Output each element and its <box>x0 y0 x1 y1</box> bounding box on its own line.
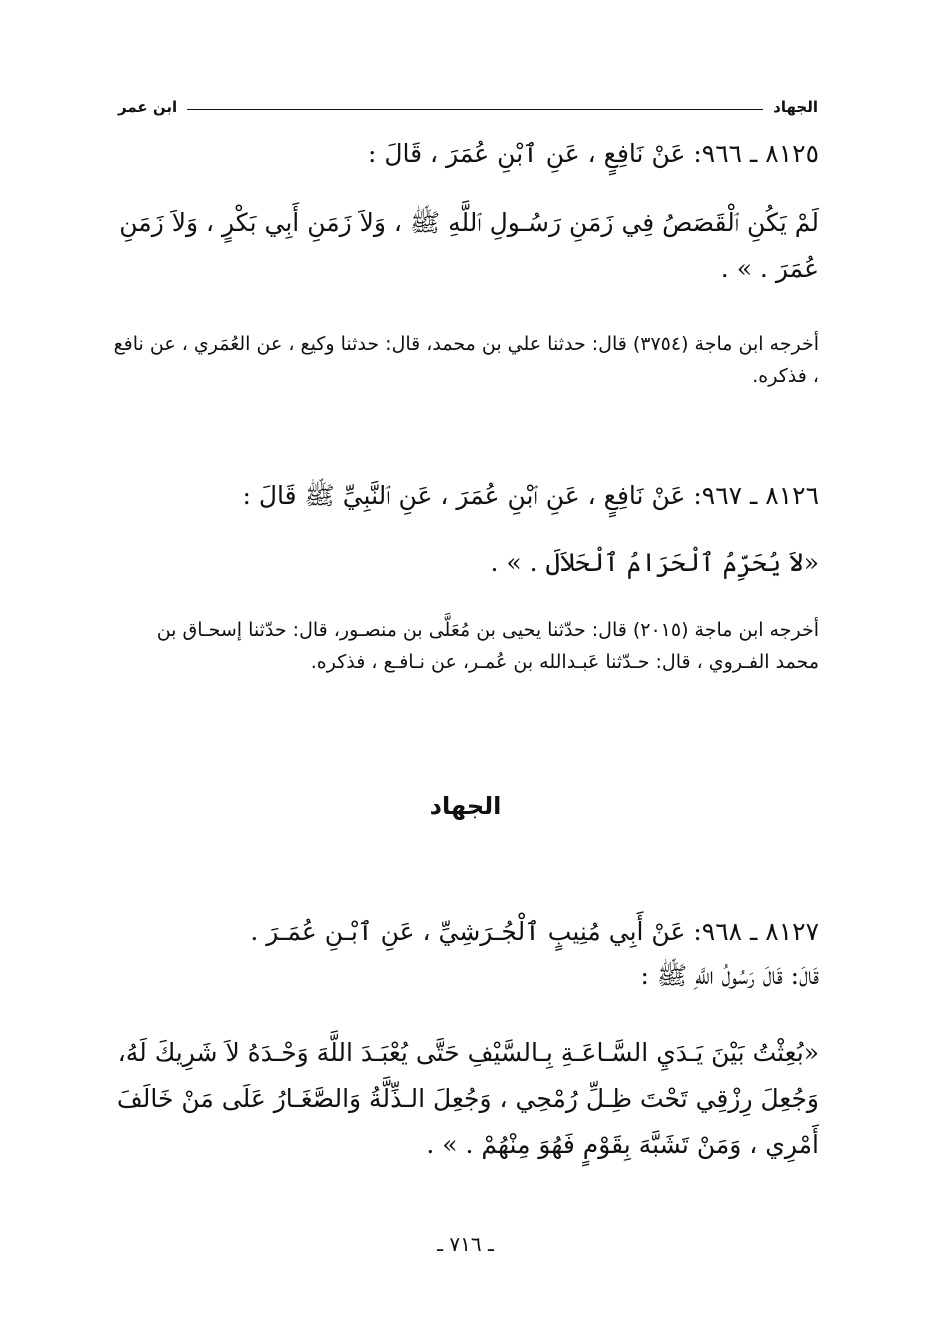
hadith-8127-text: «بُعِثْتُ بَيْنَ يَـدَيِ السَّـاعَـةِ بِـالسَّيْفِ حَتَّى يُعْبَـدَ اللَّهَ وَحْـدَهُ لاَ شَرِيكَ لَهُ، وَجُعِلَ رِزْقِي تَحْتَ ظِـلِّ رُمْحِي ، وَجُعِلَ الـذِّلَّةُ وَالصَّغَـارُ عَلَى مَنْ خَالَفَ أَمْرِي ، وَمَنْ تَشَبَّهَ بِقَوْمٍ فَهُوَ مِنْهُمْ . » . <box>116 1038 819 1159</box>
hadith-8125-text: لَمْ يَكُنِ ٱلْقَصَصُ فِي زَمَنِ رَسُـولِ ٱللَّهِ ﷺ ، وَلاَ زَمَنِ أَبِي بَكْرٍ ، وَلاَ زَمَنِ عُمَرَ . » . <box>119 208 819 283</box>
hadith-8126-takhrij: أخرجه ابن ماجة (٢٠١٥) قال: حدّثنا يحيى بن مُعَلَّى بن منصـور، قال: حدّثنا إسحـاق بن محمد الفـروي ، قال: حـدّثنا عَبـدالله بن عُمـر، عن نـافـع ، فذكره. <box>156 619 819 673</box>
page-number: ـ ٧١٦ ـ <box>437 1232 494 1256</box>
section-title: الجهاد <box>429 792 502 820</box>
hadith-8126-heading: ٨١٢٦ ـ ٩٦٧: عَنْ نَافِعٍ ، عَنِ ٱبْنِ عُمَرَ ، عَنِ ٱلنَّبِيِّ ﷺ قَالَ : <box>242 481 819 510</box>
running-head <box>118 96 818 118</box>
hadith-8125-heading: ٨١٢٥ ـ ٩٦٦: عَنْ نَافِعٍ ، عَنِ ٱبْنِ عُمَرَ ، قَالَ : <box>368 139 819 168</box>
hadith-8127-heading-line1: ٨١٢٧ ـ ٩٦٨: عَنْ أَبِي مُنِيبٍ ٱلْجُـرَشِيِّ ، عَنِ ٱبْـنِ عُمَـرَ . <box>250 917 819 946</box>
hadith-8125-takhrij: أخرجه ابن ماجة (٣٧٥٤) قال: حدثنا علي بن محمد، قال: حدثنا وكيع ، عن العُمَري ، عن نافع ، فذكره. <box>113 333 819 387</box>
hadith-8126-text: «لاَ يُحَرِّمُ ٱلْحَرَامُ ٱلْحَلاَلَ . » . <box>490 548 819 577</box>
header-rule <box>187 109 763 110</box>
running-head-chapter: الجهاد <box>773 98 818 116</box>
hadith-8127-heading-line2: قَالَ: قَالَ رَسُولُ اللَّهِ ﷺ : <box>640 961 819 990</box>
running-head-narrator: ابن عمر <box>118 98 178 116</box>
